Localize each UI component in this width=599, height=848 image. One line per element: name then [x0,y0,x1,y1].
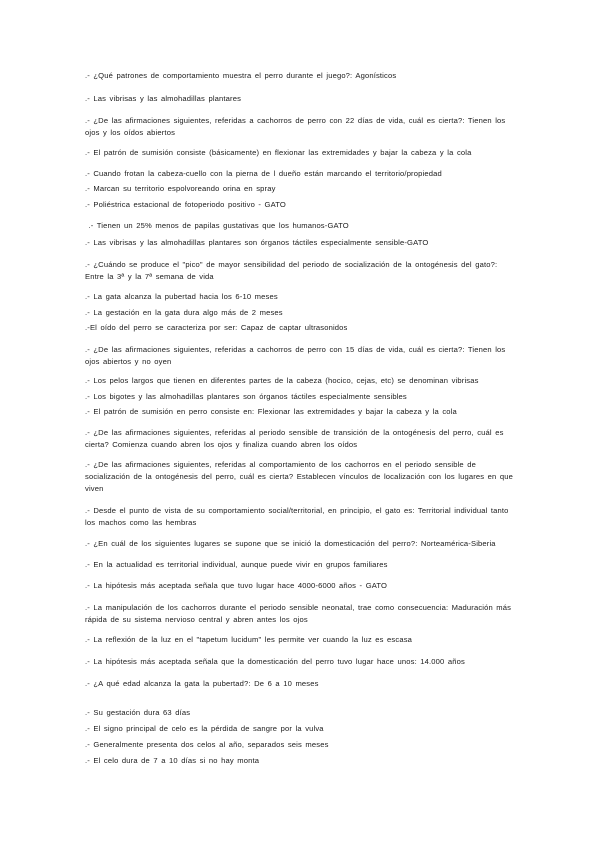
text-line-28: .- Su gestación dura 63 días [85,708,191,717]
text-line-20: .- Desde el punto de vista de su comportamiento social/territorial, en principio, el gato es: Territorial individual tanto los machos como las hembras [85,506,512,527]
text-line-9: .- Las vibrisas y las almohadillas plantares son órganos táctiles especialmente sensible-GATO [85,238,429,247]
text-line-26: .- La hipótesis más aceptada señala que la domesticación del perro tuvo lugar hace unos: 14.000 años [85,657,465,666]
text-line-5: .- Cuando frotan la cabeza-cuello con la pierna de l dueño están marcando el territorio/propiedad [85,169,442,178]
text-line-8: .- Tienen un 25% menos de papilas gustativas que los humanos-GATO [85,221,349,230]
text-line-12: .- La gestación en la gata dura algo más de 2 meses [85,308,283,317]
text-line-4: .- El patrón de sumisión consiste (básicamente) en flexionar las extremidades y bajar la cabeza y la cola [85,148,472,157]
text-line-6: .- Marcan su territorio espolvoreando orina en spray [85,184,276,193]
text-line-21: .- ¿En cuál de los siguientes lugares se supone que se inició la domesticación del perro?: Norteamérica-Siberia [85,539,496,548]
text-line-11: .- La gata alcanza la pubertad hacia los 6-10 meses [85,292,278,301]
text-line-27: .- ¿A qué edad alcanza la gata la pubertad?: De 6 a 10 meses [85,679,319,688]
text-line-10: .- ¿Cuándo se produce el "pico" de mayor sensibilidad del periodo de socialización de la ontogénesis del gato?: Entre la 3ª y la 7ª semana de vida [85,260,501,281]
text-line-17: .- El patrón de sumisión en perro consiste en: Flexionar las extremidades y bajar la cabeza y la cola [85,407,457,416]
text-line-1: .- ¿Qué patrones de comportamiento muestra el perro durante el juego?: Agonísticos [85,71,397,80]
text-line-14: .- ¿De las afirmaciones siguientes, referidas a cachorros de perro con 15 días de vida, cuál es cierta?: Tienen los ojos abiertos y no oyen [85,345,509,366]
text-line-23: .- La hipótesis más aceptada señala que tuvo lugar hace 4000-6000 años - GATO [85,581,388,590]
text-line-16: .- Los bigotes y las almohadillas plantares son órganos táctiles especialmente sensibles [85,392,407,401]
text-line-2: .- Las vibrisas y las almohadillas plantares [85,94,242,103]
text-line-13: .-El oído del perro se caracteriza por ser: Capaz de captar ultrasonidos [85,323,348,332]
text-line-30: .- Generalmente presenta dos celos al año, separados seis meses [85,740,329,749]
text-line-31: .- El celo dura de 7 a 10 días si no hay monta [85,756,260,765]
text-line-22: .- En la actualidad es territorial individual, aunque puede vivir en grupos familiares [85,560,388,569]
text-line-7: .- Poliéstrica estacional de fotoperiodo positivo - GATO [85,200,286,209]
text-line-24: .- La manipulación de los cachorros durante el periodo sensible neonatal, trae como consecuencia: Maduración más rápida de su sistema nervioso central y abren antes los ojos [85,603,515,624]
text-line-29: .- El signo principal de celo es la pérdida de sangre por la vulva [85,724,324,733]
text-line-25: .- La reflexión de la luz en el "tapetum lucidum" les permite ver cuando la luz es escasa [85,635,413,644]
text-line-19: .- ¿De las afirmaciones siguientes, referidas al comportamiento de los cachorros en el periodo sensible de socialización de la ontogénesis del perro, cuál es cierta? Establecen vínculos de localización con los lugares en que viven [85,460,517,493]
text-line-15: .- Los pelos largos que tienen en diferentes partes de la cabeza (hocico, cejas, etc) se denominan vibrisas [85,376,479,385]
text-line-3: .- ¿De las afirmaciones siguientes, referidas a cachorros de perro con 22 días de vida, cuál es cierta?: Tienen los ojos y los oídos abiertos [85,116,509,137]
text-line-18: .- ¿De las afirmaciones siguientes, referidas al periodo sensible de transición de la ontogénesis del perro, cuál es cierta? Comienza cuando abren los ojos y finaliza cuando abren los oídos [85,428,508,449]
